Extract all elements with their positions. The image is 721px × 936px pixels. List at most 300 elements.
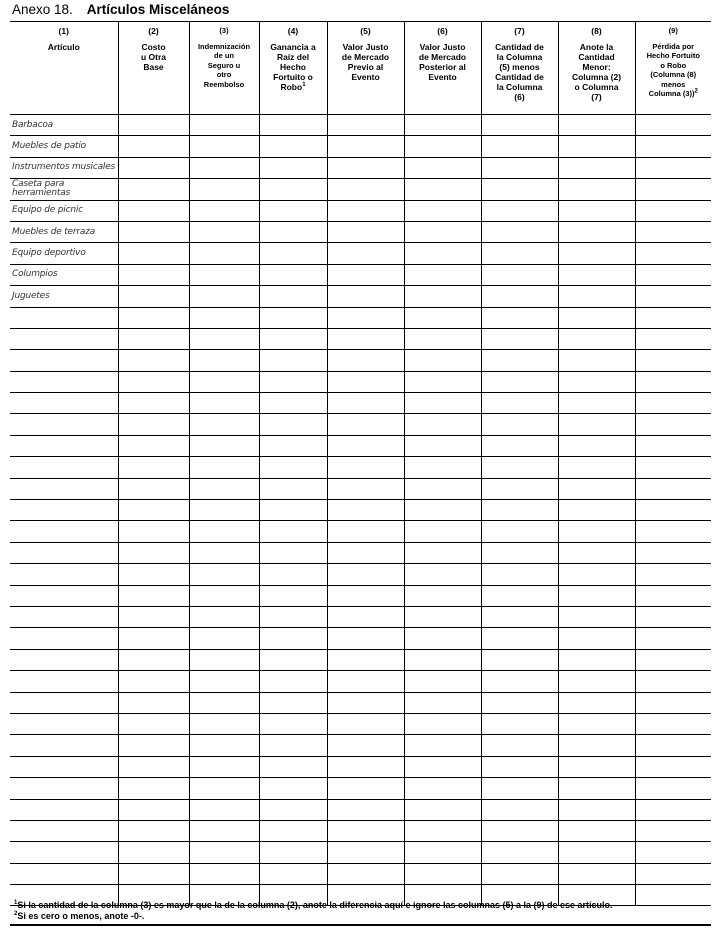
entry-cell-col4[interactable] [259, 799, 327, 820]
entry-cell-col5[interactable] [327, 200, 404, 221]
item-name-cell[interactable] [10, 478, 118, 499]
entry-cell-col8[interactable] [558, 286, 635, 307]
entry-cell-col9[interactable] [635, 328, 711, 349]
entry-cell-col4[interactable] [259, 243, 327, 264]
entry-cell-col3[interactable] [189, 136, 259, 157]
entry-cell-col8[interactable] [558, 371, 635, 392]
entry-cell-col8[interactable] [558, 414, 635, 435]
entry-cell-col6[interactable] [404, 692, 481, 713]
entry-cell-col8[interactable] [558, 393, 635, 414]
entry-cell-col3[interactable] [189, 200, 259, 221]
item-name-cell[interactable] [10, 585, 118, 606]
entry-cell-col6[interactable] [404, 393, 481, 414]
entry-cell-col4[interactable] [259, 649, 327, 670]
entry-cell-col4[interactable] [259, 692, 327, 713]
item-name-cell[interactable] [10, 414, 118, 435]
entry-cell-col7[interactable] [481, 200, 558, 221]
item-name-cell[interactable]: Barbacoa [10, 115, 118, 136]
entry-cell-col4[interactable] [259, 606, 327, 627]
entry-cell-col9[interactable] [635, 435, 711, 456]
entry-cell-col7[interactable] [481, 414, 558, 435]
entry-cell-col6[interactable] [404, 606, 481, 627]
entry-cell-col7[interactable] [481, 457, 558, 478]
item-name-cell[interactable]: Caseta para herramientas [10, 179, 118, 200]
item-name-cell[interactable] [10, 328, 118, 349]
entry-cell-col6[interactable] [404, 136, 481, 157]
entry-cell-col9[interactable] [635, 542, 711, 563]
item-name-cell[interactable] [10, 649, 118, 670]
entry-cell-col6[interactable] [404, 863, 481, 884]
entry-cell-col3[interactable] [189, 628, 259, 649]
item-name-cell[interactable]: Muebles de terraza [10, 221, 118, 242]
entry-cell-col5[interactable] [327, 115, 404, 136]
entry-cell-col5[interactable] [327, 221, 404, 242]
entry-cell-col9[interactable] [635, 628, 711, 649]
entry-cell-col8[interactable] [558, 328, 635, 349]
entry-cell-col2[interactable] [118, 799, 189, 820]
entry-cell-col9[interactable] [635, 243, 711, 264]
entry-cell-col6[interactable] [404, 500, 481, 521]
entry-cell-col3[interactable] [189, 756, 259, 777]
entry-cell-col8[interactable] [558, 157, 635, 178]
entry-cell-col3[interactable] [189, 778, 259, 799]
entry-cell-col6[interactable] [404, 756, 481, 777]
item-name-cell[interactable] [10, 820, 118, 841]
entry-cell-col2[interactable] [118, 157, 189, 178]
entry-cell-col2[interactable] [118, 328, 189, 349]
entry-cell-col3[interactable] [189, 478, 259, 499]
entry-cell-col9[interactable] [635, 157, 711, 178]
entry-cell-col6[interactable] [404, 157, 481, 178]
entry-cell-col2[interactable] [118, 671, 189, 692]
entry-cell-col6[interactable] [404, 414, 481, 435]
entry-cell-col3[interactable] [189, 457, 259, 478]
entry-cell-col6[interactable] [404, 585, 481, 606]
entry-cell-col9[interactable] [635, 649, 711, 670]
entry-cell-col6[interactable] [404, 542, 481, 563]
entry-cell-col6[interactable] [404, 628, 481, 649]
entry-cell-col5[interactable] [327, 863, 404, 884]
entry-cell-col9[interactable] [635, 179, 711, 200]
entry-cell-col4[interactable] [259, 863, 327, 884]
item-name-cell[interactable] [10, 500, 118, 521]
entry-cell-col8[interactable] [558, 756, 635, 777]
entry-cell-col8[interactable] [558, 457, 635, 478]
entry-cell-col9[interactable] [635, 756, 711, 777]
entry-cell-col8[interactable] [558, 264, 635, 285]
entry-cell-col7[interactable] [481, 243, 558, 264]
entry-cell-col9[interactable] [635, 799, 711, 820]
entry-cell-col6[interactable] [404, 457, 481, 478]
entry-cell-col9[interactable] [635, 264, 711, 285]
entry-cell-col8[interactable] [558, 585, 635, 606]
entry-cell-col3[interactable] [189, 221, 259, 242]
entry-cell-col6[interactable] [404, 221, 481, 242]
entry-cell-col7[interactable] [481, 863, 558, 884]
entry-cell-col9[interactable] [635, 521, 711, 542]
entry-cell-col3[interactable] [189, 606, 259, 627]
entry-cell-col8[interactable] [558, 649, 635, 670]
entry-cell-col6[interactable] [404, 649, 481, 670]
entry-cell-col4[interactable] [259, 778, 327, 799]
entry-cell-col2[interactable] [118, 606, 189, 627]
entry-cell-col6[interactable] [404, 478, 481, 499]
entry-cell-col7[interactable] [481, 606, 558, 627]
entry-cell-col4[interactable] [259, 350, 327, 371]
entry-cell-col2[interactable] [118, 863, 189, 884]
entry-cell-col9[interactable] [635, 735, 711, 756]
entry-cell-col5[interactable] [327, 799, 404, 820]
entry-cell-col7[interactable] [481, 136, 558, 157]
entry-cell-col2[interactable] [118, 542, 189, 563]
entry-cell-col2[interactable] [118, 179, 189, 200]
entry-cell-col7[interactable] [481, 286, 558, 307]
entry-cell-col4[interactable] [259, 371, 327, 392]
entry-cell-col9[interactable] [635, 371, 711, 392]
entry-cell-col7[interactable] [481, 264, 558, 285]
entry-cell-col2[interactable] [118, 713, 189, 734]
entry-cell-col5[interactable] [327, 414, 404, 435]
entry-cell-col4[interactable] [259, 200, 327, 221]
entry-cell-col7[interactable] [481, 307, 558, 328]
entry-cell-col9[interactable] [635, 136, 711, 157]
entry-cell-col9[interactable] [635, 500, 711, 521]
entry-cell-col7[interactable] [481, 585, 558, 606]
entry-cell-col2[interactable] [118, 243, 189, 264]
entry-cell-col8[interactable] [558, 115, 635, 136]
item-name-cell[interactable]: Juguetes [10, 286, 118, 307]
item-name-cell[interactable]: Muebles de patio [10, 136, 118, 157]
entry-cell-col4[interactable] [259, 628, 327, 649]
entry-cell-col2[interactable] [118, 286, 189, 307]
entry-cell-col9[interactable] [635, 414, 711, 435]
entry-cell-col6[interactable] [404, 350, 481, 371]
entry-cell-col2[interactable] [118, 221, 189, 242]
item-name-cell[interactable] [10, 692, 118, 713]
entry-cell-col9[interactable] [635, 713, 711, 734]
entry-cell-col2[interactable] [118, 735, 189, 756]
entry-cell-col5[interactable] [327, 264, 404, 285]
entry-cell-col9[interactable] [635, 115, 711, 136]
entry-cell-col6[interactable] [404, 799, 481, 820]
entry-cell-col7[interactable] [481, 671, 558, 692]
entry-cell-col9[interactable] [635, 564, 711, 585]
entry-cell-col5[interactable] [327, 371, 404, 392]
entry-cell-col5[interactable] [327, 157, 404, 178]
entry-cell-col3[interactable] [189, 564, 259, 585]
entry-cell-col9[interactable] [635, 778, 711, 799]
entry-cell-col9[interactable] [635, 457, 711, 478]
entry-cell-col8[interactable] [558, 521, 635, 542]
entry-cell-col5[interactable] [327, 756, 404, 777]
item-name-cell[interactable] [10, 756, 118, 777]
item-name-cell[interactable] [10, 350, 118, 371]
entry-cell-col6[interactable] [404, 564, 481, 585]
entry-cell-col5[interactable] [327, 692, 404, 713]
entry-cell-col8[interactable] [558, 500, 635, 521]
entry-cell-col2[interactable] [118, 307, 189, 328]
entry-cell-col7[interactable] [481, 393, 558, 414]
entry-cell-col7[interactable] [481, 842, 558, 863]
entry-cell-col3[interactable] [189, 350, 259, 371]
entry-cell-col2[interactable] [118, 414, 189, 435]
entry-cell-col3[interactable] [189, 115, 259, 136]
entry-cell-col9[interactable] [635, 286, 711, 307]
item-name-cell[interactable] [10, 307, 118, 328]
entry-cell-col7[interactable] [481, 820, 558, 841]
entry-cell-col7[interactable] [481, 478, 558, 499]
entry-cell-col6[interactable] [404, 328, 481, 349]
entry-cell-col2[interactable] [118, 820, 189, 841]
entry-cell-col4[interactable] [259, 221, 327, 242]
entry-cell-col2[interactable] [118, 264, 189, 285]
entry-cell-col9[interactable] [635, 863, 711, 884]
item-name-cell[interactable] [10, 863, 118, 884]
entry-cell-col9[interactable] [635, 478, 711, 499]
entry-cell-col3[interactable] [189, 414, 259, 435]
entry-cell-col6[interactable] [404, 521, 481, 542]
entry-cell-col7[interactable] [481, 500, 558, 521]
entry-cell-col5[interactable] [327, 286, 404, 307]
entry-cell-col3[interactable] [189, 820, 259, 841]
entry-cell-col4[interactable] [259, 414, 327, 435]
entry-cell-col4[interactable] [259, 842, 327, 863]
entry-cell-col8[interactable] [558, 735, 635, 756]
entry-cell-col6[interactable] [404, 179, 481, 200]
entry-cell-col4[interactable] [259, 542, 327, 563]
item-name-cell[interactable] [10, 564, 118, 585]
item-name-cell[interactable] [10, 778, 118, 799]
entry-cell-col6[interactable] [404, 735, 481, 756]
entry-cell-col5[interactable] [327, 842, 404, 863]
item-name-cell[interactable] [10, 735, 118, 756]
entry-cell-col8[interactable] [558, 478, 635, 499]
entry-cell-col2[interactable] [118, 842, 189, 863]
entry-cell-col4[interactable] [259, 286, 327, 307]
entry-cell-col2[interactable] [118, 628, 189, 649]
entry-cell-col2[interactable] [118, 692, 189, 713]
entry-cell-col4[interactable] [259, 585, 327, 606]
item-name-cell[interactable] [10, 457, 118, 478]
entry-cell-col6[interactable] [404, 307, 481, 328]
entry-cell-col8[interactable] [558, 628, 635, 649]
entry-cell-col8[interactable] [558, 243, 635, 264]
entry-cell-col3[interactable] [189, 671, 259, 692]
entry-cell-col5[interactable] [327, 671, 404, 692]
entry-cell-col3[interactable] [189, 307, 259, 328]
entry-cell-col8[interactable] [558, 136, 635, 157]
entry-cell-col6[interactable] [404, 286, 481, 307]
entry-cell-col5[interactable] [327, 820, 404, 841]
entry-cell-col3[interactable] [189, 435, 259, 456]
entry-cell-col4[interactable] [259, 157, 327, 178]
entry-cell-col7[interactable] [481, 692, 558, 713]
entry-cell-col6[interactable] [404, 820, 481, 841]
entry-cell-col5[interactable] [327, 243, 404, 264]
entry-cell-col8[interactable] [558, 200, 635, 221]
entry-cell-col7[interactable] [481, 564, 558, 585]
item-name-cell[interactable] [10, 521, 118, 542]
entry-cell-col3[interactable] [189, 735, 259, 756]
entry-cell-col9[interactable] [635, 350, 711, 371]
entry-cell-col7[interactable] [481, 435, 558, 456]
entry-cell-col5[interactable] [327, 649, 404, 670]
entry-cell-col6[interactable] [404, 200, 481, 221]
entry-cell-col3[interactable] [189, 243, 259, 264]
entry-cell-col8[interactable] [558, 350, 635, 371]
entry-cell-col2[interactable] [118, 200, 189, 221]
entry-cell-col9[interactable] [635, 393, 711, 414]
entry-cell-col3[interactable] [189, 328, 259, 349]
entry-cell-col2[interactable] [118, 435, 189, 456]
item-name-cell[interactable]: Columpios [10, 264, 118, 285]
entry-cell-col8[interactable] [558, 863, 635, 884]
entry-cell-col6[interactable] [404, 842, 481, 863]
entry-cell-col7[interactable] [481, 521, 558, 542]
item-name-cell[interactable] [10, 713, 118, 734]
entry-cell-col8[interactable] [558, 671, 635, 692]
entry-cell-col9[interactable] [635, 585, 711, 606]
item-name-cell[interactable]: Equipo de picnic [10, 200, 118, 221]
entry-cell-col3[interactable] [189, 863, 259, 884]
item-name-cell[interactable] [10, 606, 118, 627]
entry-cell-col3[interactable] [189, 585, 259, 606]
entry-cell-col4[interactable] [259, 393, 327, 414]
entry-cell-col3[interactable] [189, 713, 259, 734]
entry-cell-col4[interactable] [259, 115, 327, 136]
entry-cell-col6[interactable] [404, 115, 481, 136]
entry-cell-col5[interactable] [327, 735, 404, 756]
entry-cell-col7[interactable] [481, 799, 558, 820]
entry-cell-col9[interactable] [635, 221, 711, 242]
entry-cell-col7[interactable] [481, 713, 558, 734]
entry-cell-col4[interactable] [259, 478, 327, 499]
entry-cell-col2[interactable] [118, 371, 189, 392]
entry-cell-col5[interactable] [327, 606, 404, 627]
entry-cell-col2[interactable] [118, 564, 189, 585]
entry-cell-col4[interactable] [259, 179, 327, 200]
entry-cell-col5[interactable] [327, 778, 404, 799]
entry-cell-col8[interactable] [558, 221, 635, 242]
entry-cell-col5[interactable] [327, 564, 404, 585]
entry-cell-col5[interactable] [327, 393, 404, 414]
entry-cell-col5[interactable] [327, 542, 404, 563]
entry-cell-col4[interactable] [259, 713, 327, 734]
entry-cell-col3[interactable] [189, 799, 259, 820]
entry-cell-col8[interactable] [558, 692, 635, 713]
entry-cell-col5[interactable] [327, 713, 404, 734]
entry-cell-col4[interactable] [259, 756, 327, 777]
entry-cell-col3[interactable] [189, 649, 259, 670]
entry-cell-col8[interactable] [558, 820, 635, 841]
entry-cell-col5[interactable] [327, 328, 404, 349]
entry-cell-col3[interactable] [189, 500, 259, 521]
item-name-cell[interactable] [10, 542, 118, 563]
entry-cell-col5[interactable] [327, 307, 404, 328]
entry-cell-col7[interactable] [481, 371, 558, 392]
entry-cell-col9[interactable] [635, 820, 711, 841]
entry-cell-col4[interactable] [259, 521, 327, 542]
entry-cell-col3[interactable] [189, 692, 259, 713]
item-name-cell[interactable] [10, 671, 118, 692]
entry-cell-col4[interactable] [259, 564, 327, 585]
entry-cell-col4[interactable] [259, 328, 327, 349]
entry-cell-col4[interactable] [259, 500, 327, 521]
entry-cell-col9[interactable] [635, 606, 711, 627]
entry-cell-col7[interactable] [481, 350, 558, 371]
item-name-cell[interactable]: Instrumentos musicales [10, 157, 118, 178]
entry-cell-col9[interactable] [635, 692, 711, 713]
entry-cell-col8[interactable] [558, 307, 635, 328]
entry-cell-col5[interactable] [327, 350, 404, 371]
entry-cell-col7[interactable] [481, 328, 558, 349]
entry-cell-col7[interactable] [481, 179, 558, 200]
entry-cell-col6[interactable] [404, 778, 481, 799]
entry-cell-col7[interactable] [481, 542, 558, 563]
entry-cell-col3[interactable] [189, 542, 259, 563]
entry-cell-col4[interactable] [259, 307, 327, 328]
entry-cell-col5[interactable] [327, 521, 404, 542]
entry-cell-col9[interactable] [635, 200, 711, 221]
item-name-cell[interactable]: Equipo deportivo [10, 243, 118, 264]
entry-cell-col5[interactable] [327, 457, 404, 478]
entry-cell-col5[interactable] [327, 136, 404, 157]
entry-cell-col8[interactable] [558, 435, 635, 456]
entry-cell-col3[interactable] [189, 521, 259, 542]
entry-cell-col7[interactable] [481, 778, 558, 799]
entry-cell-col2[interactable] [118, 478, 189, 499]
entry-cell-col5[interactable] [327, 478, 404, 499]
entry-cell-col7[interactable] [481, 649, 558, 670]
entry-cell-col8[interactable] [558, 713, 635, 734]
entry-cell-col4[interactable] [259, 735, 327, 756]
entry-cell-col3[interactable] [189, 179, 259, 200]
entry-cell-col7[interactable] [481, 221, 558, 242]
entry-cell-col2[interactable] [118, 136, 189, 157]
entry-cell-col6[interactable] [404, 435, 481, 456]
entry-cell-col9[interactable] [635, 307, 711, 328]
entry-cell-col2[interactable] [118, 115, 189, 136]
entry-cell-col3[interactable] [189, 371, 259, 392]
entry-cell-col3[interactable] [189, 157, 259, 178]
entry-cell-col6[interactable] [404, 371, 481, 392]
entry-cell-col2[interactable] [118, 649, 189, 670]
entry-cell-col8[interactable] [558, 606, 635, 627]
entry-cell-col8[interactable] [558, 842, 635, 863]
item-name-cell[interactable] [10, 628, 118, 649]
entry-cell-col3[interactable] [189, 286, 259, 307]
entry-cell-col3[interactable] [189, 842, 259, 863]
entry-cell-col4[interactable] [259, 435, 327, 456]
entry-cell-col4[interactable] [259, 457, 327, 478]
entry-cell-col3[interactable] [189, 264, 259, 285]
entry-cell-col2[interactable] [118, 756, 189, 777]
entry-cell-col6[interactable] [404, 671, 481, 692]
entry-cell-col9[interactable] [635, 842, 711, 863]
entry-cell-col7[interactable] [481, 115, 558, 136]
entry-cell-col5[interactable] [327, 179, 404, 200]
entry-cell-col3[interactable] [189, 393, 259, 414]
item-name-cell[interactable] [10, 842, 118, 863]
entry-cell-col5[interactable] [327, 585, 404, 606]
entry-cell-col4[interactable] [259, 820, 327, 841]
entry-cell-col6[interactable] [404, 264, 481, 285]
entry-cell-col8[interactable] [558, 542, 635, 563]
entry-cell-col2[interactable] [118, 393, 189, 414]
entry-cell-col7[interactable] [481, 157, 558, 178]
entry-cell-col2[interactable] [118, 585, 189, 606]
entry-cell-col2[interactable] [118, 457, 189, 478]
